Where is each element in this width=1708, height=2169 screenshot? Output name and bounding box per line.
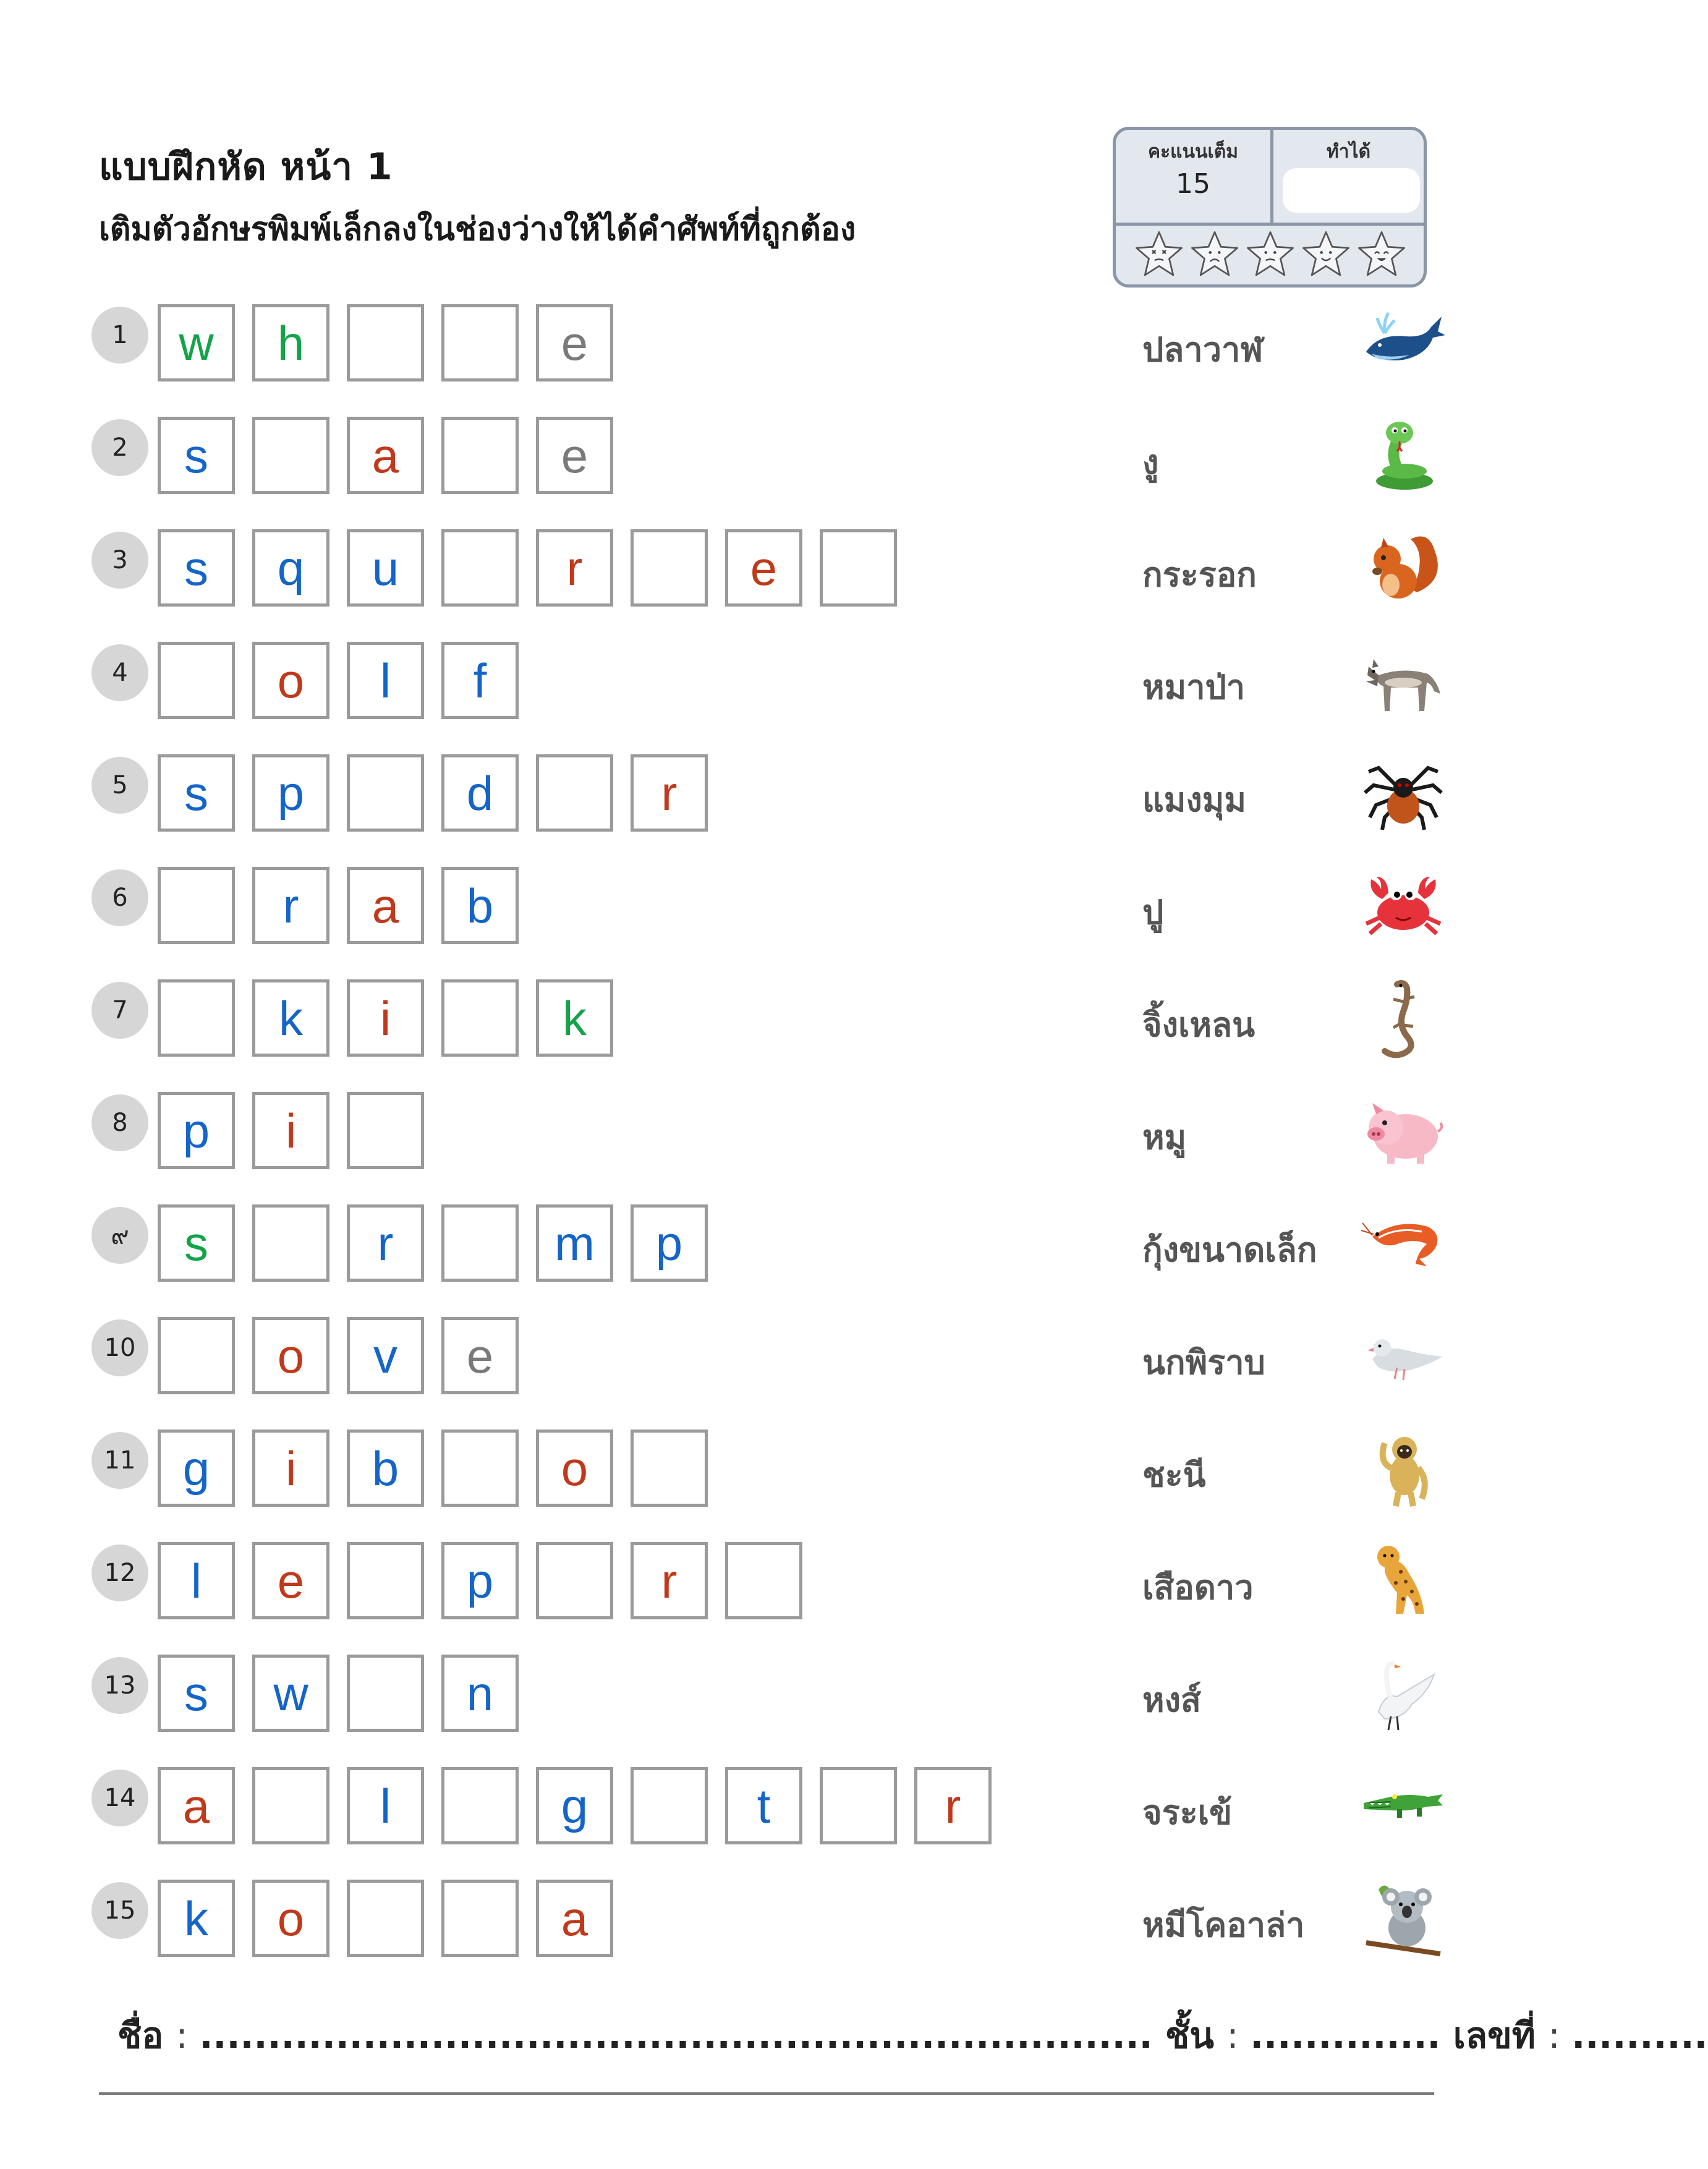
skink-icon: [1360, 974, 1447, 1061]
score-obtained-label: ทำได้: [1326, 141, 1371, 163]
wolf-icon: [1360, 637, 1447, 723]
letter-box: e: [441, 1317, 519, 1394]
letter-box: r: [631, 754, 708, 832]
letter-box: e: [725, 529, 802, 607]
letter-box: p: [631, 1204, 708, 1282]
blank-letter-box[interactable]: [347, 1880, 424, 1957]
letter-box: n: [441, 1655, 519, 1732]
letter-box: s: [158, 529, 235, 607]
letter-box: r: [536, 529, 613, 607]
blank-letter-box[interactable]: [347, 1092, 424, 1169]
class-field[interactable]: ..............: [1250, 2014, 1441, 2056]
letter-box: e: [536, 304, 613, 381]
thai-word: ปู: [1142, 893, 1164, 932]
letter-box: o: [252, 642, 329, 719]
spider-icon: [1360, 749, 1447, 836]
thai-word: แมงมุม: [1142, 780, 1246, 819]
thai-word: ปลาวาฬ: [1142, 330, 1264, 369]
alligator-icon: [1360, 1762, 1447, 1849]
letter-box: l: [347, 642, 424, 719]
separator-colon: :: [1548, 2014, 1572, 2056]
thai-word: หงส์: [1142, 1681, 1201, 1719]
row-number: 13: [91, 1657, 148, 1714]
whale-icon: [1360, 299, 1447, 386]
letter-box: u: [347, 529, 424, 607]
letter-box: r: [631, 1542, 708, 1619]
letter-box: s: [158, 1204, 235, 1282]
student-info-footer: [117, 2006, 1708, 2064]
letter-box: e: [536, 417, 613, 494]
shrimp-icon: [1360, 1200, 1447, 1286]
thai-word: หมู: [1142, 1118, 1187, 1157]
row-number: ๙: [91, 1207, 148, 1264]
pig-icon: [1360, 1087, 1447, 1174]
blank-letter-box[interactable]: [158, 1317, 235, 1394]
row-number: 7: [91, 982, 148, 1039]
letter-box: p: [158, 1092, 235, 1169]
page-title: แบบฝึกหัด หน้า 1: [99, 145, 393, 189]
separator-colon: :: [1226, 2014, 1251, 2056]
blank-letter-box[interactable]: [441, 1767, 519, 1844]
row-number: 8: [91, 1094, 148, 1151]
blank-letter-box[interactable]: [252, 417, 329, 494]
row-number: 6: [91, 869, 148, 926]
thai-word: งู: [1142, 443, 1159, 482]
score-divider: [1116, 223, 1424, 226]
name-field[interactable]: ......................................................................: [199, 2014, 1153, 2056]
blank-letter-box[interactable]: [252, 1767, 329, 1844]
blank-letter-box[interactable]: [158, 979, 235, 1057]
letter-box: a: [347, 867, 424, 944]
snake-icon: [1360, 412, 1447, 498]
blank-letter-box[interactable]: [347, 304, 424, 381]
letter-box: k: [536, 979, 613, 1057]
letter-box: h: [252, 304, 329, 381]
letter-box: w: [158, 304, 235, 381]
letter-box: i: [252, 1092, 329, 1169]
letter-box: v: [347, 1317, 424, 1394]
letter-box: p: [441, 1542, 519, 1619]
blank-letter-box[interactable]: [725, 1542, 802, 1619]
blank-letter-box[interactable]: [441, 1880, 519, 1957]
rating-stars: [1133, 229, 1408, 283]
blank-letter-box[interactable]: [441, 529, 519, 607]
blank-letter-box[interactable]: [820, 529, 897, 607]
letter-box: g: [536, 1767, 613, 1844]
row-number: 5: [91, 757, 148, 814]
letter-box: k: [158, 1880, 235, 1957]
letter-box: t: [725, 1767, 802, 1844]
blank-letter-box[interactable]: [441, 1204, 519, 1282]
row-number: 3: [91, 532, 148, 589]
blank-letter-box[interactable]: [441, 304, 519, 381]
thai-word: กุ้งขนาดเล็ก: [1142, 1230, 1317, 1269]
blank-letter-box[interactable]: [536, 1542, 613, 1619]
blank-letter-box[interactable]: [158, 867, 235, 944]
letter-box: e: [252, 1542, 329, 1619]
star-smile-icon[interactable]: [1300, 229, 1352, 283]
blank-letter-box[interactable]: [347, 754, 424, 832]
letter-box: g: [158, 1430, 235, 1507]
class-label: ชั้น: [1165, 2014, 1214, 2056]
blank-letter-box[interactable]: [631, 529, 708, 607]
letter-box: r: [914, 1767, 992, 1844]
leopard-icon: [1360, 1537, 1447, 1624]
letter-box: q: [252, 529, 329, 607]
letter-box: a: [158, 1767, 235, 1844]
row-number: 10: [91, 1319, 148, 1376]
star-dizzy-icon[interactable]: [1133, 229, 1185, 283]
row-number: 12: [91, 1545, 148, 1601]
letter-box: l: [158, 1542, 235, 1619]
crab-icon: [1360, 862, 1447, 948]
thai-word: นกพิราบ: [1142, 1343, 1265, 1382]
star-neutral-icon[interactable]: [1244, 229, 1296, 283]
blank-letter-box[interactable]: [631, 1430, 708, 1507]
row-number: 2: [91, 419, 148, 476]
number-label: เลขที่: [1453, 2014, 1536, 2056]
letter-box: a: [536, 1880, 613, 1957]
thai-word: จระเข้: [1142, 1793, 1233, 1832]
blank-letter-box[interactable]: [347, 1655, 424, 1732]
swan-icon: [1360, 1650, 1447, 1736]
thai-word: หมีโคอาล่า: [1142, 1906, 1305, 1945]
letter-box: a: [347, 417, 424, 494]
name-label: ชื่อ: [117, 2014, 164, 2056]
full-score-label: คะแนนเต็ม: [1147, 141, 1239, 163]
letter-box: s: [158, 417, 235, 494]
letter-box: o: [252, 1317, 329, 1394]
score-obtained-field[interactable]: [1283, 168, 1420, 213]
row-number: 4: [91, 644, 148, 701]
squirrel-icon: [1360, 524, 1447, 611]
thai-word: จิ้งเหลน: [1142, 1005, 1256, 1044]
letter-box: s: [158, 1655, 235, 1732]
instructions: เติมตัวอักษรพิมพ์เล็กลงในช่องว่างให้ได้คำศัพท์ที่ถูกต้อง: [99, 211, 856, 248]
row-number: 1: [91, 307, 148, 364]
separator-colon: :: [176, 2014, 200, 2056]
dove-icon: [1360, 1312, 1447, 1399]
footer-rule: [99, 2092, 1434, 2095]
letter-box: b: [347, 1430, 424, 1507]
letter-box: p: [252, 754, 329, 832]
blank-letter-box[interactable]: [347, 1542, 424, 1619]
letter-box: i: [252, 1430, 329, 1507]
row-number: 14: [91, 1770, 148, 1826]
blank-letter-box[interactable]: [252, 1204, 329, 1282]
letter-box: m: [536, 1204, 613, 1282]
thai-word: กระรอก: [1142, 555, 1257, 594]
letter-box: l: [347, 1767, 424, 1844]
letter-box: f: [441, 642, 519, 719]
full-score-value: 15: [1176, 168, 1210, 200]
thai-word: เสือดาว: [1142, 1568, 1254, 1607]
row-number: 15: [91, 1882, 148, 1939]
letter-box: r: [347, 1204, 424, 1282]
blank-letter-box[interactable]: [631, 1767, 708, 1844]
number-field[interactable]: ..........: [1571, 2014, 1708, 2056]
row-number: 11: [91, 1432, 148, 1489]
blank-letter-box[interactable]: [441, 417, 519, 494]
thai-word: ชะนี: [1142, 1455, 1206, 1494]
thai-word: หมาป่า: [1142, 668, 1246, 707]
blank-letter-box[interactable]: [441, 979, 519, 1057]
blank-letter-box[interactable]: [441, 1430, 519, 1507]
letter-box: k: [252, 979, 329, 1057]
letter-box: o: [536, 1430, 613, 1507]
letter-box: i: [347, 979, 424, 1057]
letter-box: b: [441, 867, 519, 944]
score-box: [1113, 127, 1427, 288]
letter-box: o: [252, 1880, 329, 1957]
blank-letter-box[interactable]: [536, 754, 613, 832]
blank-letter-box[interactable]: [158, 642, 235, 719]
koala-icon: [1360, 1875, 1447, 1961]
letter-box: d: [441, 754, 519, 832]
star-sad-icon[interactable]: [1189, 229, 1241, 283]
letter-box: r: [252, 867, 329, 944]
letter-box: w: [252, 1655, 329, 1732]
gibbon-icon: [1360, 1425, 1447, 1511]
letter-box: s: [158, 754, 235, 832]
blank-letter-box[interactable]: [820, 1767, 897, 1844]
star-happy-icon[interactable]: [1356, 229, 1408, 283]
